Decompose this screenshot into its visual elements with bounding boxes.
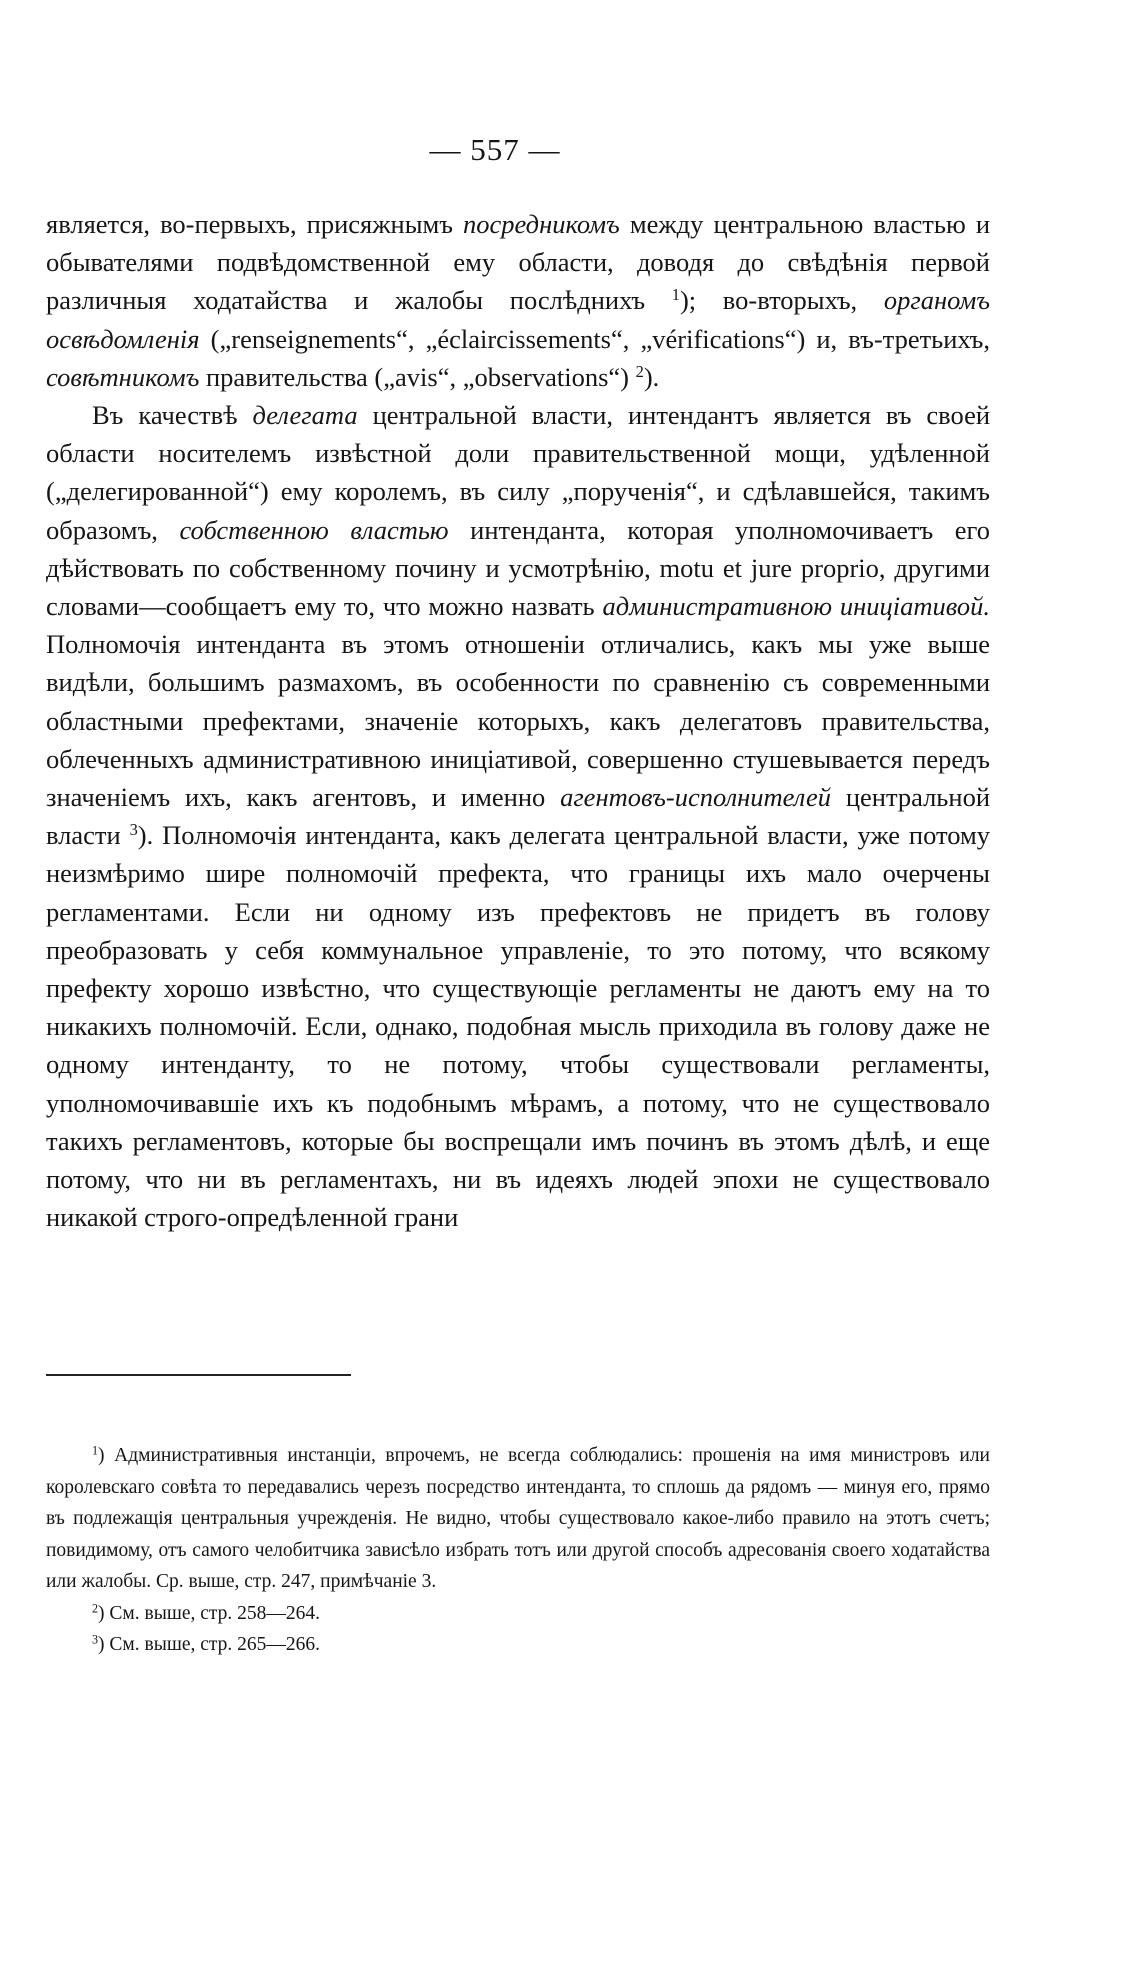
p2-text-c: центральной власти, интендантъ является въ своей области носителемъ извѣстной доли правительственной мощи, удѣленной („делегированной“) ему королемъ, въ силу „порученія“, и сдѣлавшейся, такимъ образомъ,	[46, 400, 991, 545]
p2-text-g: Полномочія интенданта въ этомъ отношеніи отличались, какъ мы уже выше видѣли, большимъ размахомъ, въ особенности по сравненію съ современными областными префектами, значеніе которыхъ, какъ делегатовъ правительства, облеченныхъ административною иниціативой, совершенно стушевывается передъ значеніемъ ихъ, какъ агентовъ, и именно	[46, 629, 990, 813]
footnote-3	[46, 1629, 990, 1661]
footnote-ref-1: 1	[671, 285, 680, 305]
p1-italic-organ: органомъ освѣдомленія	[46, 285, 991, 354]
p1-italic-posrednik: посредникомъ	[463, 209, 620, 239]
footnote-1	[46, 1440, 990, 1598]
p2-italic-delegat: делегата	[252, 400, 358, 431]
footnote-3-text: ) См. выше, стр. 265—266.	[98, 1634, 321, 1655]
footnote-1-text: ) Административныя инстанціи, впрочемъ, не всегда соблюдались: прошенія на имя министровъ или королевскаго совѣта то передавались черезъ посредство интенданта, то сплошь да рядомъ — минуя его, прямо въ подлежащія центральныя учрежденія. Не видно, чтобы существовало какое-либо правило на этотъ счетъ; повидимому, отъ самого челобитчика зависѣло избрать тотъ или другой способъ адресованія своего ходатайства или жалобы. Ср. выше, стр. 247, примѣчаніе 3.	[46, 1445, 990, 1592]
footnote-2-text: ) См. выше, стр. 258—264.	[98, 1602, 321, 1624]
p1-text-c: между центральною властью и обывателями подвѣдомственной ему области, доводя до свѣдѣнія первой различныя ходатайства и жалобы послѣднихъ	[46, 209, 991, 316]
footnote-mark-1: 1	[92, 1443, 99, 1458]
footnote-mark-2: 2	[92, 1600, 99, 1615]
footnotes	[46, 1440, 990, 1661]
p2-italic-initiative: административною иниціативой.	[602, 591, 991, 622]
page-number: — 557 —	[429, 132, 561, 167]
p1-text-i: ).	[643, 361, 660, 392]
footnote-2	[46, 1598, 990, 1630]
footnote-ref-3: 3	[129, 820, 138, 840]
footnote-ref-2: 2	[635, 361, 644, 381]
p1-text-h: правительства („avis“, „observations“)	[205, 361, 630, 392]
p2-italic-agents: агентовъ-исполнителей	[560, 782, 831, 813]
footnote-mark-3: 3	[92, 1632, 99, 1647]
p2-italic-vlast: собственною властью	[179, 514, 449, 545]
p1-text-f: („renseignements“, „éclaircissements“, „vérifications“) и, въ-третьихъ,	[210, 323, 990, 354]
p2-text-i: центральной власти	[46, 782, 991, 851]
p1-text-a: является, во-первыхъ, присяжнымъ	[46, 209, 453, 239]
p1-text-d: ); во-вторыхъ,	[679, 285, 858, 316]
paragraph-1	[46, 205, 990, 396]
paragraph-2	[46, 396, 990, 1236]
footnote-divider	[46, 1374, 351, 1376]
p2-text-e: интенданта, которая уполномочиваетъ его дѣйствовать по собственному почину и усмотрѣнію, motu et jure proprio, другими словами—сообщаетъ ему то, что можно назвать	[46, 514, 990, 622]
p2-text-a: Въ качествѣ	[92, 400, 238, 431]
main-text	[46, 205, 990, 1236]
p2-text-j: ). Полномочія интенданта, какъ делегата центральной власти, уже потому неизмѣримо шире полномочій префекта, что границы ихъ мало очерчены регламентами. Если ни одному изъ префектовъ не придетъ въ голову преобразовать у себя коммунальное управленіе, то это потому, что всякому префекту хорошо извѣстно, что существующіе регламенты не даютъ ему на то никакихъ полномочій. Если, однако, подобная мысль приходила въ голову даже не одному интенданту, то не потому, чтобы существовали регламенты, уполномочивавшіе ихъ къ подобнымъ мѣрамъ, а потому, что не существовало такихъ регламентовъ, которые бы воспрещали имъ починъ въ этомъ дѣлѣ, и еще потому, что ни въ регламентахъ, ни въ идеяхъ людей эпохи не существовало никакой строго-опредѣленной грани	[46, 820, 991, 1233]
p1-italic-sovetnik: совѣтникомъ	[46, 361, 200, 392]
